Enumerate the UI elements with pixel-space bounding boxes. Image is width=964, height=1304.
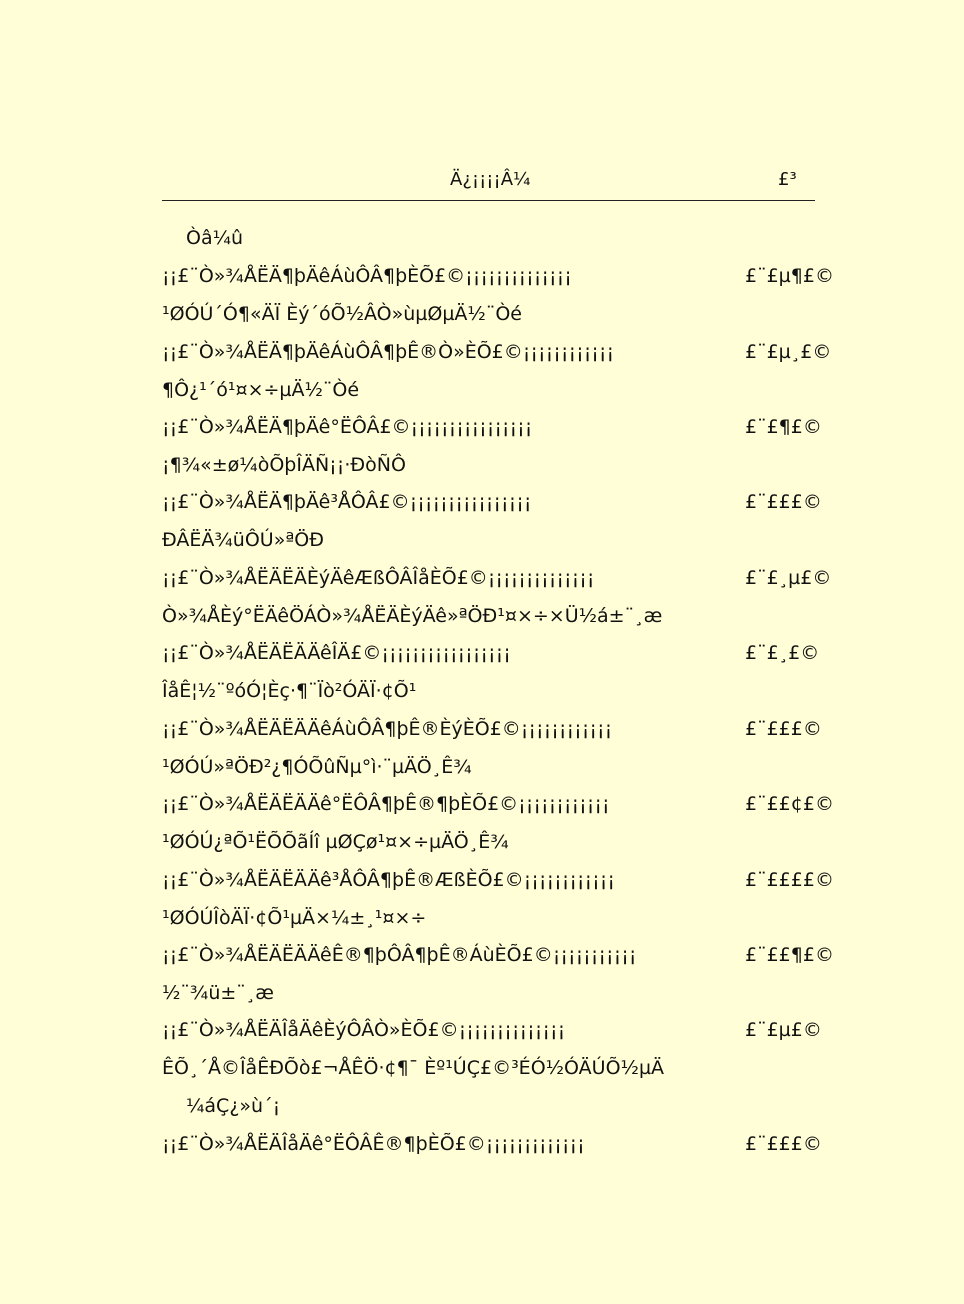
toc-entry-title: Ò»¾ÅÈý°ËÄêÖÁÒ»¾ÅËÄÈýÄê»ªÖÐ¹¤×÷×Ü½á±¨¸æ [162, 605, 663, 627]
toc-entry-date: ¡¡£¨Ò»¾ÅËÄËÄÈýÄêÆßÔÂÎåÈÕ£©¡¡¡¡¡¡¡¡¡¡¡¡¡¡ [162, 567, 595, 589]
toc-entry-title: ¹ØÓÚ¿ªÕ¹ËÕÕãÍî µØÇø¹¤×÷µÄÖ¸Ê¾ [162, 831, 509, 853]
toc-entry-page: £¨££££© [745, 869, 834, 891]
toc-entry-date: ¡¡£¨Ò»¾ÅËÄ¶þÄê³ÅÔÂ£©¡¡¡¡¡¡¡¡¡¡¡¡¡¡¡¡ [162, 491, 532, 513]
toc-entry-title: ÎåÊ¦½¨ºóÓ¦Èç·¶¨Ïò²ÓÄÏ·¢Õ¹ [162, 680, 417, 702]
toc-entry-title: ÐÂËÄ¾üÔÚ»ªÖÐ [162, 529, 324, 551]
toc-entry-title: ÊÕ¸´Å©ÎåÊÐÕò£¬ÅÊÖ·¢¶¯ Èº¹ÚÇ£©³ÉÓ½ÓÄÚÕ½µÄ [162, 1057, 665, 1079]
section-heading: Òâ¼û [186, 227, 244, 249]
toc-entry-title-continuation: ¼áÇ¿»ù´¡ [186, 1095, 281, 1117]
toc-entry-title: ¹ØÓÚ»ªÖÐ²¿¶ÓÕûÑµ°ì·¨µÄÖ¸Ê¾ [162, 756, 472, 778]
toc-entry-date: ¡¡£¨Ò»¾ÅËÄ¶þÄêÁùÔÂ¶þÈÕ£©¡¡¡¡¡¡¡¡¡¡¡¡¡¡ [162, 265, 572, 287]
page-number: £³ [778, 169, 797, 190]
toc-entry-date: ¡¡£¨Ò»¾ÅËÄÎåÄê°ËÔÂÊ®¶þÈÕ£©¡¡¡¡¡¡¡¡¡¡¡¡¡ [162, 1133, 585, 1155]
page-header [162, 166, 815, 201]
toc-entry-page: £¨£µ¸£© [745, 341, 832, 363]
toc-entry-date: ¡¡£¨Ò»¾ÅËÄ¶þÄê°ËÔÂ£©¡¡¡¡¡¡¡¡¡¡¡¡¡¡¡¡ [162, 416, 533, 438]
toc-entry-page: £¨££¢£© [745, 793, 834, 815]
toc-entry-page: £¨££¶£© [745, 944, 834, 966]
toc-entry-title: ¡¶¾«±ø¼òÕþÎÄÑ¡¡·ÐòÑÔ [162, 454, 406, 476]
toc-entry-date: ¡¡£¨Ò»¾ÅËÄËÄÄê³ÅÔÂ¶þÊ®ÆßÈÕ£©¡¡¡¡¡¡¡¡¡¡¡¡ [162, 869, 616, 891]
toc-entry-page: £¨£¶£© [745, 416, 822, 438]
toc-entry-date: ¡¡£¨Ò»¾ÅËÄËÄÄê°ËÔÂ¶þÊ®¶þÈÕ£©¡¡¡¡¡¡¡¡¡¡¡¡ [162, 793, 610, 815]
toc-entry-page: £¨£µ£© [745, 1019, 822, 1041]
toc-entry-date: ¡¡£¨Ò»¾ÅËÄËÄÄêÎÄ£©¡¡¡¡¡¡¡¡¡¡¡¡¡¡¡¡¡ [162, 642, 511, 664]
toc-entry-page: £¨£££© [745, 718, 822, 740]
toc-entry-page: £¨£¸µ£© [745, 567, 832, 589]
toc-entry-page: £¨£µ¶£© [745, 265, 834, 287]
toc-entry-page: £¨£££© [745, 1133, 822, 1155]
toc-entry-date: ¡¡£¨Ò»¾ÅËÄËÄÄêÁùÔÂ¶þÊ®ÈýÈÕ£©¡¡¡¡¡¡¡¡¡¡¡¡ [162, 718, 613, 740]
toc-entry-page: £¨£¸£© [745, 642, 820, 664]
toc-entry-date: ¡¡£¨Ò»¾ÅËÄ¶þÄêÁùÔÂ¶þÊ®Ò»ÈÕ£©¡¡¡¡¡¡¡¡¡¡¡¡ [162, 341, 615, 363]
toc-entry-date: ¡¡£¨Ò»¾ÅËÄËÄÄêÊ®¶þÔÂ¶þÊ®ÁùÈÕ£©¡¡¡¡¡¡¡¡¡¡¡ [162, 944, 637, 966]
running-title: Ä¿¡¡¡¡Â¼ [450, 169, 531, 190]
toc-entry-title: ½¨¾ü±¨¸æ [162, 982, 274, 1004]
toc-entry-title: ¹ØÓÚÎòÄÏ·¢Õ¹µÄ×¼±¸¹¤×÷ [162, 907, 427, 929]
toc-entry-page: £¨£££© [745, 491, 822, 513]
toc-entry-title: ¹ØÓÚ´Ó¶«ÄÏ Èý´óÕ½ÂÒ»ùµØµÄ½¨Òé [162, 303, 522, 325]
toc-entry-title: ¶Ô¿¹´ó¹¤×÷µÄ½¨Òé [162, 379, 360, 401]
toc-entry-date: ¡¡£¨Ò»¾ÅËÄÎåÄêÈýÔÂÒ»ÈÕ£©¡¡¡¡¡¡¡¡¡¡¡¡¡¡ [162, 1019, 566, 1041]
